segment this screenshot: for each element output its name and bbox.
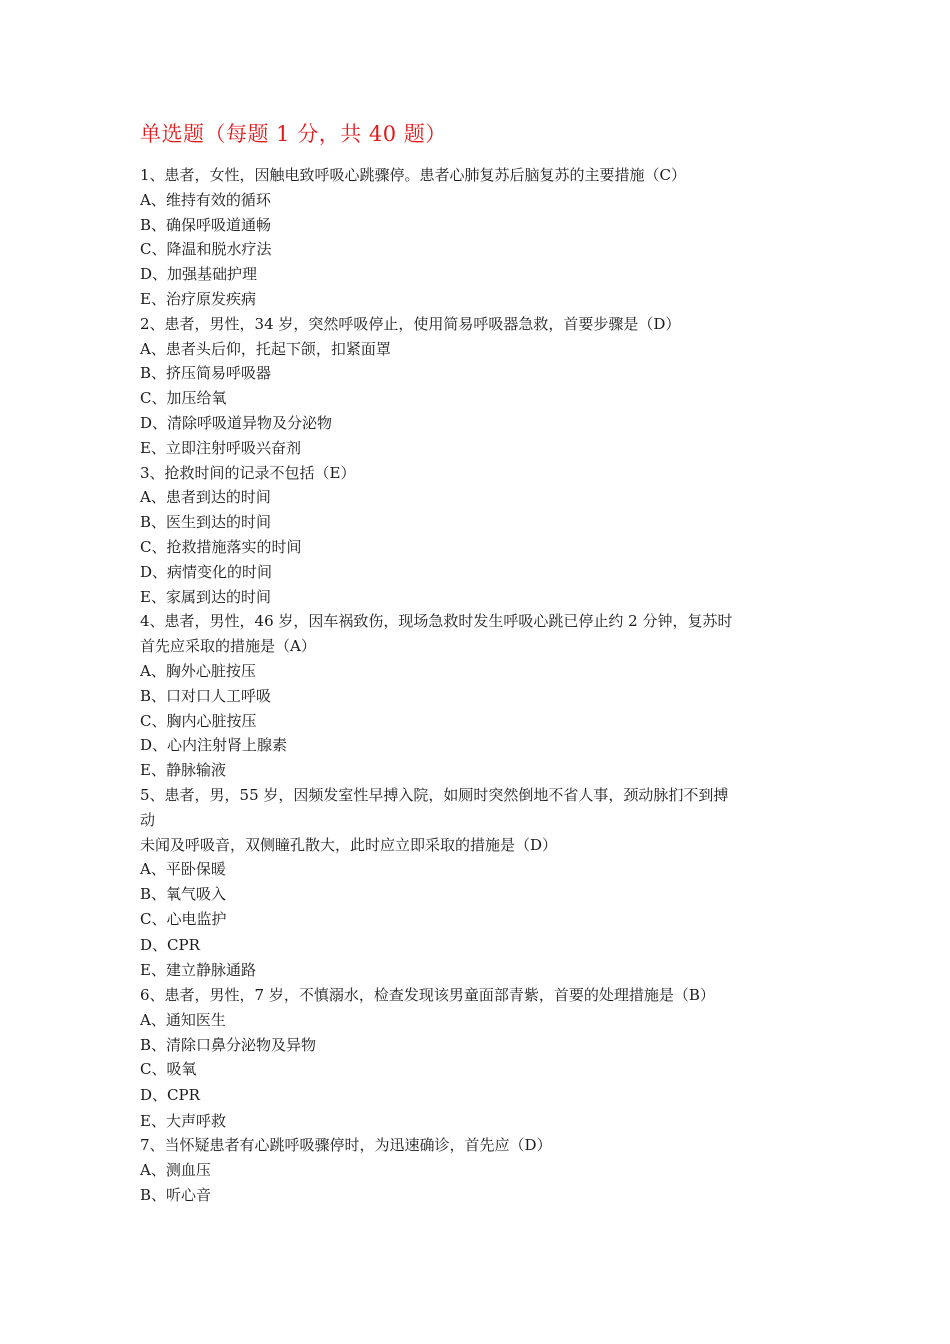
option-line: C、胸内心脏按压 — [140, 711, 257, 730]
option-line: B、清除口鼻分泌物及异物 — [140, 1035, 317, 1054]
option-line: E、建立静脉通路 — [140, 961, 256, 980]
question-line: 6、患者，男性，7 岁，不慎溺水，检查发现该男童面部青紫，首要的处理措施是（B） — [140, 986, 715, 1004]
option-line: A、胸外心脏按压 — [140, 661, 256, 680]
option-line: C、加压给氧 — [140, 389, 227, 408]
option-line: D、CPR — [140, 1086, 200, 1105]
option-line: D、心内注射肾上腺素 — [140, 736, 288, 755]
option-line: B、挤压简易呼吸器 — [140, 364, 272, 383]
question-line: 首先应采取的措施是（A） — [140, 637, 316, 656]
option-line: C、心电监护 — [140, 909, 227, 928]
option-line: D、CPR — [140, 935, 200, 954]
option-line: B、确保呼吸道通畅 — [140, 215, 272, 234]
option-line: B、听心音 — [140, 1186, 212, 1205]
option-line: E、静脉输液 — [140, 761, 226, 780]
option-line: C、吸氧 — [140, 1060, 197, 1079]
question-line: 动 — [140, 810, 156, 829]
question-line: 未闻及呼吸音，双侧瞳孔散大，此时应立即采取的措施是（D） — [140, 835, 558, 854]
question-list — [140, 163, 808, 1208]
option-line: E、治疗原发疾病 — [140, 289, 256, 308]
option-line: B、医生到达的时间 — [140, 513, 272, 532]
option-line: D、加强基础护理 — [140, 265, 258, 284]
question-line: 4、患者，男性，46 岁，因车祸致伤，现场急救时发生呼吸心跳已停止约 2 分钟，复苏时 — [140, 612, 733, 631]
question-line: 2、患者，男性，34 岁，突然呼吸停止，使用简易呼吸器急救，首要步骤是（D） — [140, 314, 681, 333]
option-line: B、氧气吸入 — [140, 885, 227, 904]
option-line: A、维持有效的循环 — [140, 190, 271, 209]
question-line: 3、抢救时间的记录不包括（E） — [140, 463, 356, 482]
option-line: C、降温和脱水疗法 — [140, 240, 272, 259]
option-line: E、大声呼救 — [140, 1111, 226, 1130]
section-title: 单选题（每题 1 分，共 40 题） — [140, 122, 447, 146]
option-line: E、立即注射呼吸兴奋剂 — [140, 438, 301, 457]
question-line: 1、患者，女性，因触电致呼吸心跳骤停。患者心肺复苏后脑复苏的主要措施（C） — [140, 166, 687, 184]
option-line: A、患者头后仰，托起下颌，扣紧面罩 — [140, 339, 391, 358]
option-line: E、家属到达的时间 — [140, 587, 271, 606]
option-line: A、通知医生 — [140, 1010, 226, 1029]
option-line: A、平卧保暖 — [140, 860, 226, 879]
option-line: A、测血压 — [140, 1161, 211, 1180]
question-line: 7、当怀疑患者有心跳呼吸骤停时，为迅速确诊，首先应（D） — [140, 1136, 552, 1155]
option-line: C、抢救措施落实的时间 — [140, 537, 302, 556]
option-line: A、患者到达的时间 — [140, 488, 271, 507]
option-line: D、清除呼吸道异物及分泌物 — [140, 413, 333, 432]
question-line: 5、患者，男，55 岁，因频发室性早搏入院，如厕时突然倒地不省人事，颈动脉扪不到搏 — [140, 785, 729, 804]
option-line: D、病情变化的时间 — [140, 562, 273, 581]
option-line: B、口对口人工呼吸 — [140, 686, 272, 705]
